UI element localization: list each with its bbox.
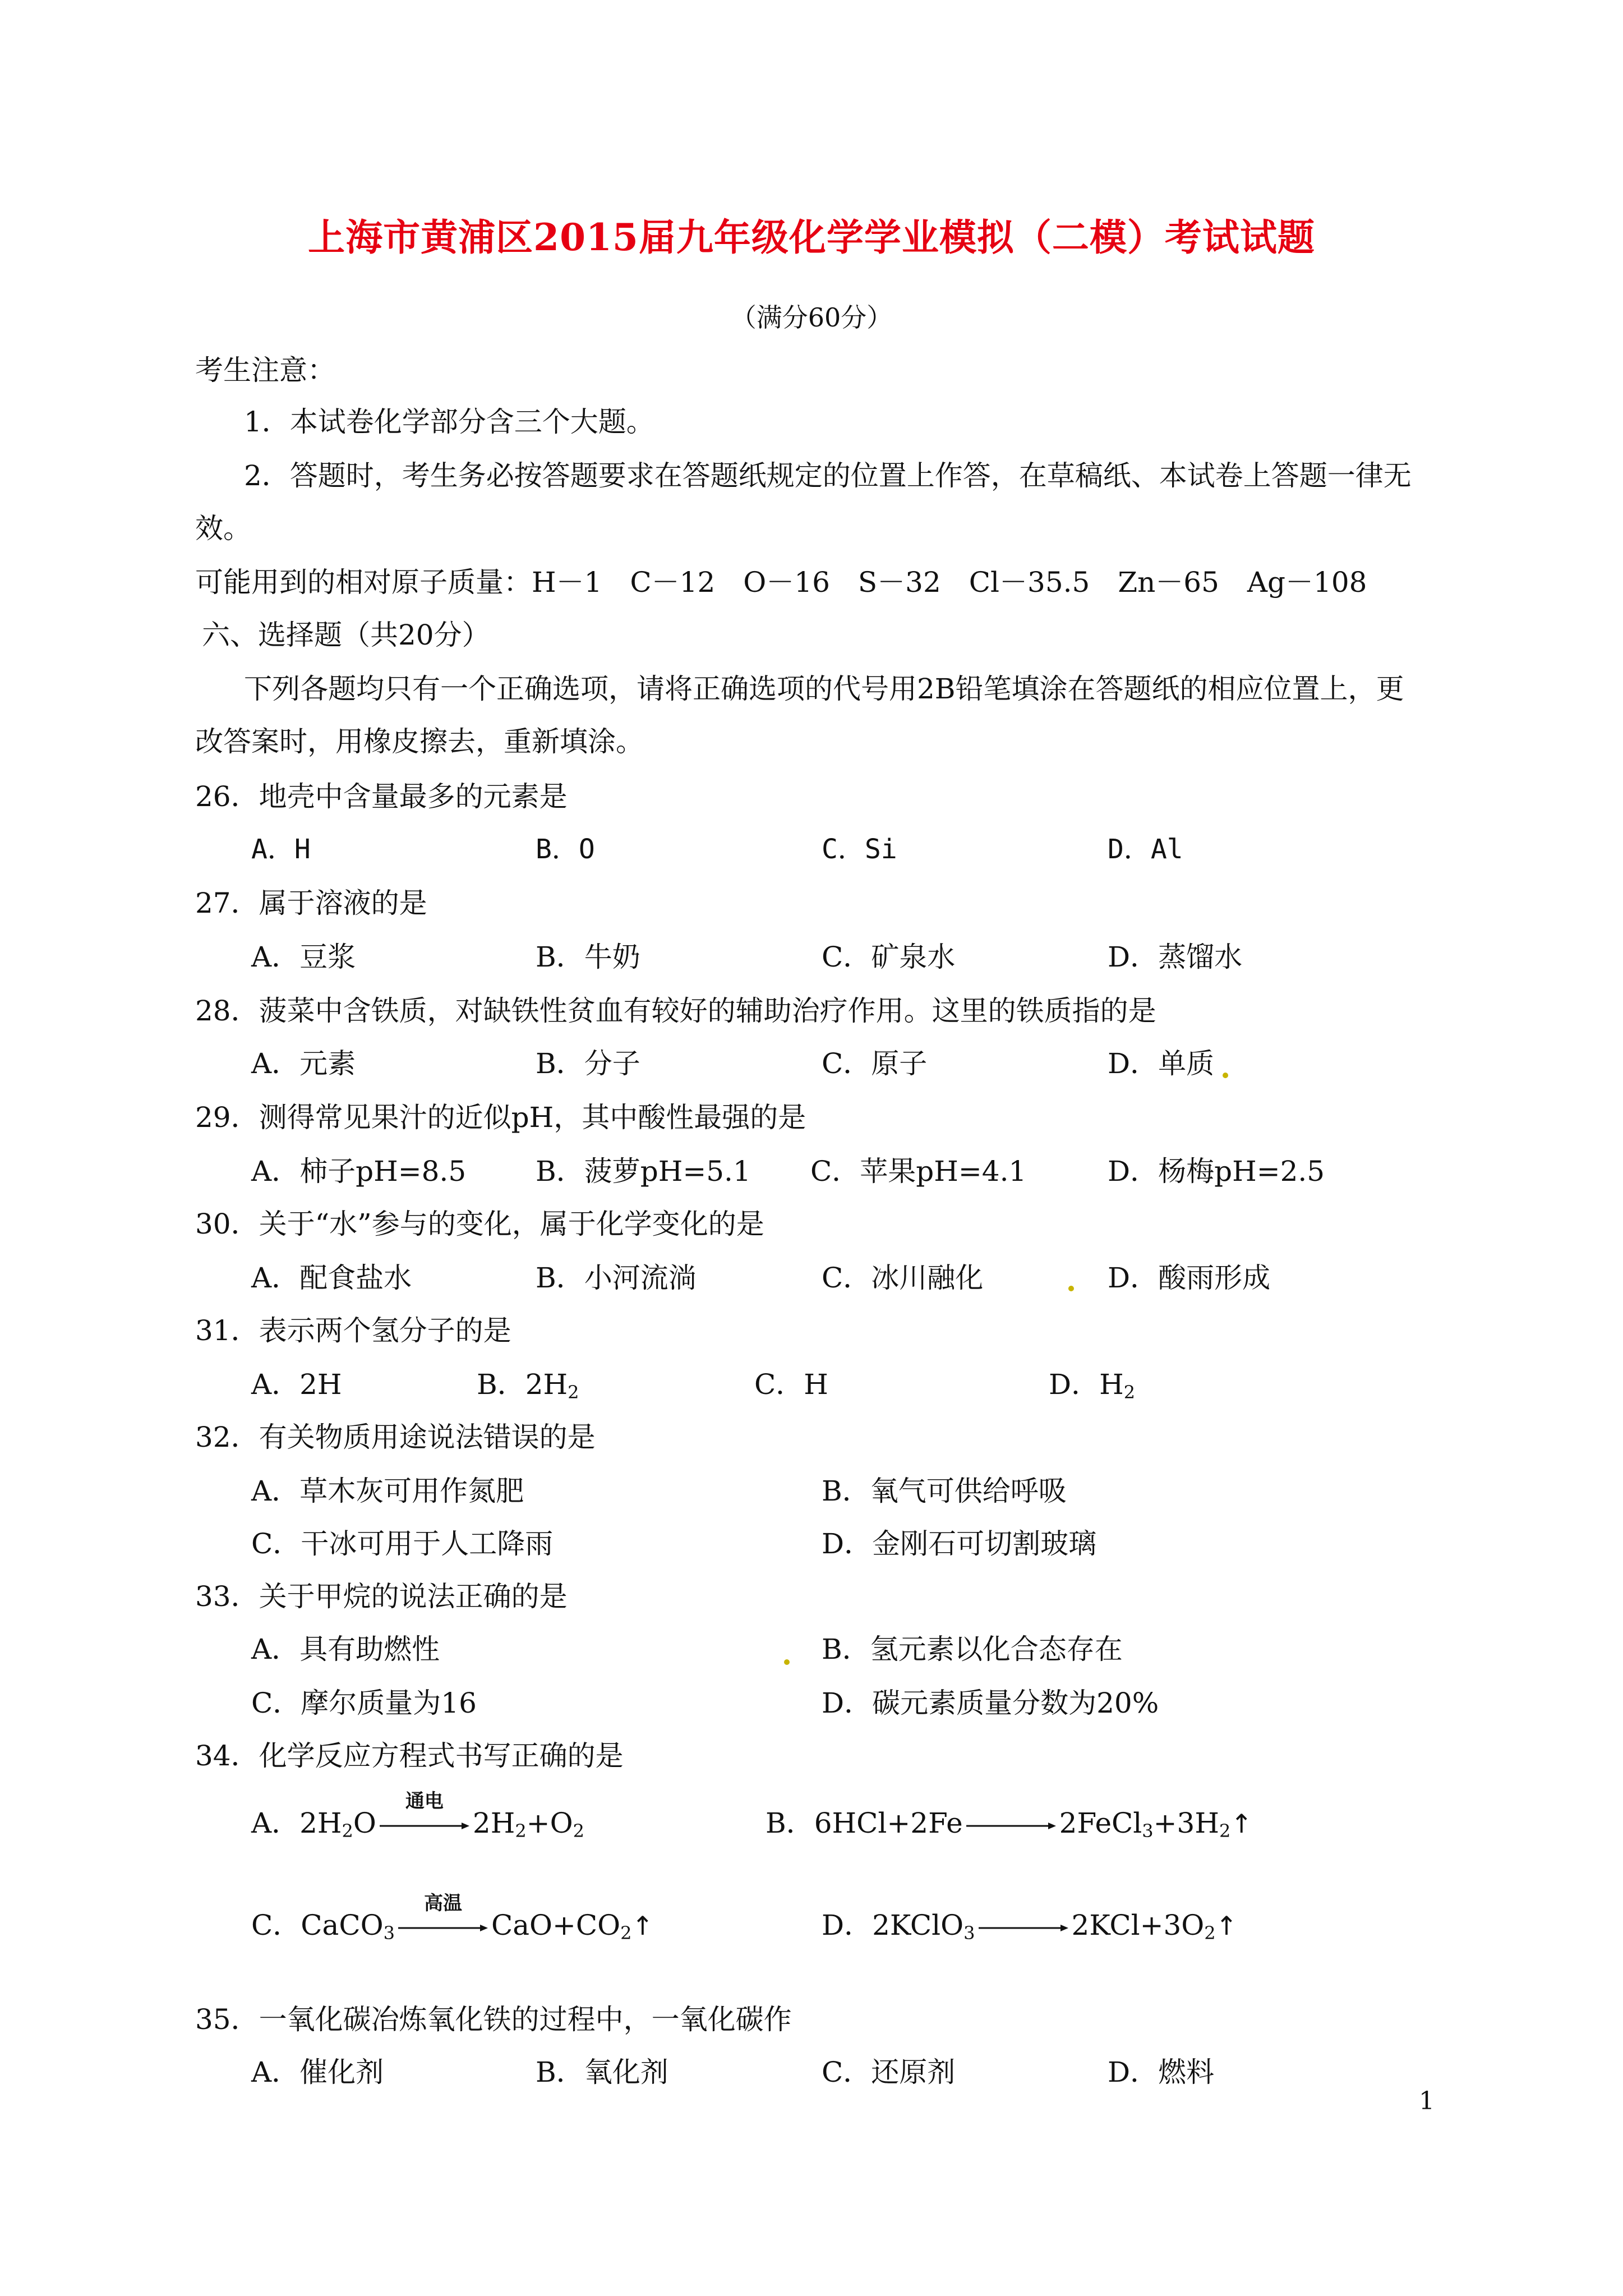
- subscript: 2: [568, 1382, 579, 1403]
- notice-item-2-line-1: 2．答题时，考生务必按答题要求在答题纸规定的位置上作答，在草稿纸、本试卷上答题一律无: [244, 459, 1412, 492]
- question-26-stem: 26．地壳中含量最多的元素是: [195, 780, 568, 813]
- subscript: 2: [515, 1820, 527, 1842]
- question-33-option-c: C．摩尔质量为16: [251, 1687, 477, 1719]
- equation-reactant: 6HCl+2Fe: [814, 1807, 963, 1839]
- reaction-condition: 通电: [405, 1790, 444, 1812]
- question-34-option-c: [251, 1892, 654, 1944]
- equation-reactant: CaCO: [301, 1909, 384, 1941]
- question-27-option-c: C．矿泉水: [822, 941, 956, 973]
- page-title: 上海市黄浦区2015届九年级化学学业模拟（二模）考试试题: [308, 215, 1315, 259]
- subscript: 2: [342, 1820, 353, 1842]
- question-34-option-b: [766, 1806, 1252, 1842]
- page-number: 1: [1419, 2087, 1435, 2115]
- question-34-stem: 34．化学反应方程式书写正确的是: [195, 1740, 624, 1772]
- arrow-icon: [979, 1924, 1068, 1932]
- arrow-icon: [398, 1924, 488, 1932]
- question-28-option-a: A．元素: [251, 1047, 356, 1080]
- question-35-option-d: D．燃料: [1108, 2056, 1215, 2088]
- reaction-arrow: [380, 1790, 469, 1839]
- equation-product: 2FeCl: [1059, 1807, 1142, 1839]
- reaction-arrow: [398, 1892, 488, 1941]
- question-33-option-d: D．碳元素质量分数为20%: [822, 1687, 1159, 1719]
- notice-heading: 考生注意：: [195, 354, 335, 386]
- full-score-note: （满分60分）: [730, 302, 893, 333]
- question-32-option-b: B．氧气可供给呼吸: [822, 1475, 1067, 1507]
- question-29-stem: 29．测得常见果汁的近似pH，其中酸性最强的是: [195, 1101, 806, 1134]
- subscript: 3: [1142, 1820, 1154, 1842]
- question-31-option-d: [1049, 1368, 1135, 1403]
- question-30-option-c: C．冰川融化: [822, 1262, 984, 1294]
- option-label: D．: [822, 1909, 873, 1941]
- question-30-option-b: B．小河流淌: [536, 1262, 697, 1294]
- question-35-option-a: A．催化剂: [251, 2056, 384, 2088]
- question-30-option-d: D．酸雨形成: [1108, 1262, 1271, 1294]
- question-26-option-b: B．O: [536, 834, 595, 865]
- question-28-stem: 28．菠菜中含铁质，对缺铁性贫血有较好的辅助治疗作用。这里的铁质指的是: [195, 995, 1156, 1027]
- equation-product: 2H: [472, 1807, 515, 1839]
- question-29-option-a: A．柿子pH=8.5: [251, 1155, 467, 1188]
- reaction-condition: 高温: [423, 1892, 462, 1915]
- option-text: B．2H: [477, 1368, 568, 1401]
- question-30-option-a: A．配食盐水: [251, 1262, 412, 1294]
- question-33-option-a: A．具有助燃性: [251, 1633, 440, 1665]
- subscript: 2: [573, 1820, 584, 1842]
- subscript: 3: [963, 1922, 975, 1944]
- atomic-masses: 可能用到的相对原子质量：H－1 C－12 O－16 S－32 Cl－35.5 Zn－65 Ag－108: [195, 566, 1367, 599]
- subscript: 2: [1219, 1820, 1231, 1842]
- question-29-option-d: D．杨梅pH=2.5: [1108, 1155, 1325, 1188]
- question-35-stem: 35．一氧化碳冶炼氧化铁的过程中，一氧化碳作: [195, 2003, 792, 2036]
- subscript: 3: [383, 1922, 395, 1944]
- question-34-option-d: [822, 1908, 1237, 1944]
- stray-dot-mark: [1223, 1073, 1228, 1078]
- question-31-option-c: C．H: [754, 1368, 828, 1401]
- equation-product: +O: [526, 1807, 573, 1839]
- option-label: C．: [251, 1909, 301, 1941]
- arrow-icon: [966, 1821, 1056, 1830]
- question-27-option-d: D．蒸馏水: [1108, 941, 1243, 973]
- subscript: 2: [1204, 1922, 1216, 1944]
- section-instruction-line-1: 下列各题均只有一个正确选项，请将正确选项的代号用2B铅笔填涂在答题纸的相应位置上，更: [244, 673, 1404, 705]
- question-31-option-b: [477, 1368, 579, 1403]
- gas-arrow-icon: ↑: [631, 1911, 654, 1941]
- arrow-icon: [380, 1821, 469, 1830]
- equation-product: 2KCl+3O: [1071, 1909, 1205, 1941]
- question-35-option-c: C．还原剂: [822, 2056, 956, 2088]
- question-26-option-c: C．Si: [822, 834, 897, 865]
- gas-arrow-icon: ↑: [1215, 1911, 1238, 1941]
- question-28-option-b: B．分子: [536, 1047, 640, 1080]
- section-heading: 六、选择题（共20分）: [202, 619, 490, 651]
- question-33-option-b: B．氢元素以化合态存在: [822, 1633, 1123, 1665]
- equation-product: CaO+CO: [491, 1909, 621, 1941]
- question-31-stem: 31．表示两个氢分子的是: [195, 1314, 511, 1347]
- question-34-option-a: [251, 1790, 584, 1842]
- reaction-arrow: [979, 1913, 1068, 1941]
- stray-dot-mark: [784, 1659, 790, 1665]
- question-32-option-c: C．干冰可用于人工降雨: [251, 1527, 554, 1560]
- question-26-option-d: D．Al: [1108, 834, 1183, 865]
- question-28-option-d: D．单质: [1108, 1047, 1215, 1080]
- equation-reactant-end: O: [353, 1807, 376, 1839]
- question-30-stem: 30．关于“水”参与的变化，属于化学变化的是: [195, 1208, 764, 1240]
- reaction-arrow: [966, 1811, 1056, 1839]
- question-26-option-a: A．H: [251, 834, 311, 865]
- option-text: D．H: [1049, 1368, 1124, 1401]
- section-instruction-line-2: 改答案时，用橡皮擦去，重新填涂。: [195, 725, 644, 758]
- question-32-option-d: D．金刚石可切割玻璃: [822, 1527, 1097, 1560]
- question-35-option-b: B．氧化剂: [536, 2056, 668, 2088]
- subscript: 2: [620, 1922, 632, 1944]
- equation-reactant: 2KClO: [872, 1909, 964, 1941]
- stray-dot-mark: [1068, 1286, 1074, 1291]
- equation-product: +3H: [1153, 1807, 1219, 1839]
- gas-arrow-icon: ↑: [1230, 1809, 1252, 1839]
- equation-reactant: 2H: [299, 1807, 342, 1839]
- option-label: A．: [251, 1807, 300, 1839]
- subscript: 2: [1123, 1382, 1136, 1403]
- question-33-stem: 33．关于甲烷的说法正确的是: [195, 1580, 568, 1613]
- question-29-option-b: B．菠萝pH=5.1: [536, 1155, 751, 1188]
- option-label: B．: [766, 1807, 814, 1839]
- question-32-stem: 32．有关物质用途说法错误的是: [195, 1421, 596, 1453]
- notice-item-2-line-2: 效。: [195, 512, 251, 545]
- question-27-option-b: B．牛奶: [536, 941, 640, 973]
- question-32-option-a: A．草木灰可用作氮肥: [251, 1475, 524, 1507]
- question-27-stem: 27．属于溶液的是: [195, 887, 427, 919]
- question-31-option-a: A．2H: [251, 1368, 342, 1401]
- notice-item-1: 1．本试卷化学部分含三个大题。: [244, 406, 654, 438]
- question-29-option-c: C．苹果pH=4.1: [810, 1155, 1027, 1188]
- question-27-option-a: A．豆浆: [251, 941, 356, 973]
- question-28-option-c: C．原子: [822, 1047, 928, 1080]
